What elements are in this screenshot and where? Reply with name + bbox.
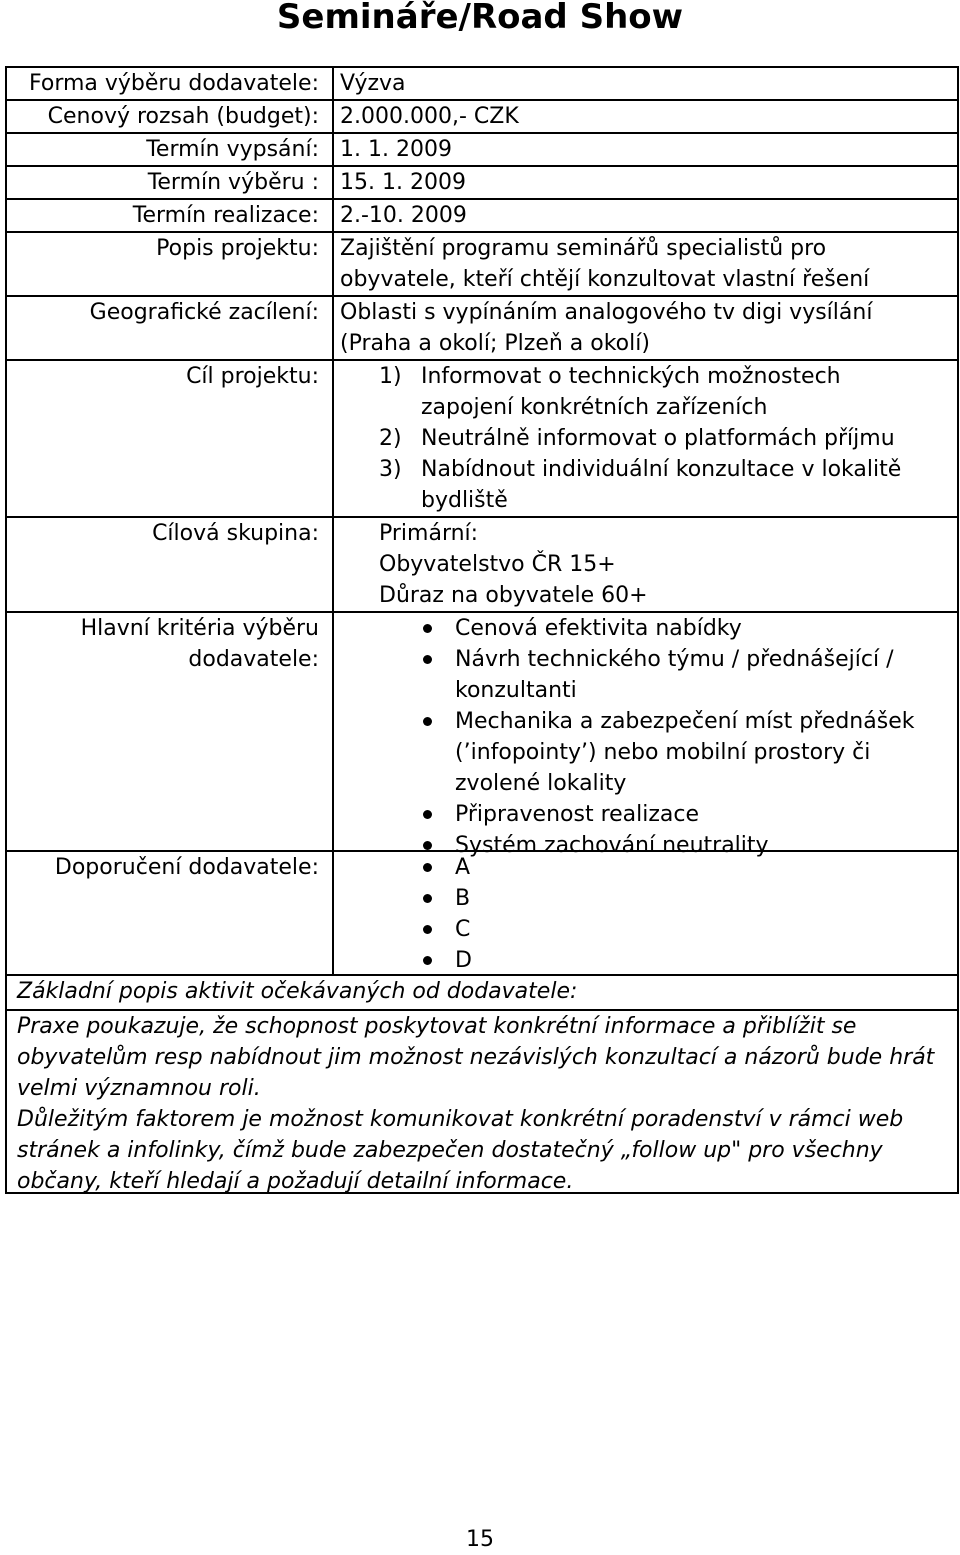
criteria-list bbox=[417, 613, 947, 861]
item-text: Systém zachování neutrality bbox=[455, 833, 769, 858]
item-text: D bbox=[455, 948, 472, 973]
item-text: Informovat o technických možnostech zapojení konkrétních zařízeních bbox=[421, 364, 841, 420]
label-geographic-targeting: Geografické zacílení: bbox=[89, 300, 319, 325]
label-selection-form: Forma výběru dodavatele: bbox=[28, 71, 319, 96]
item-text: B bbox=[455, 886, 471, 911]
list-item bbox=[417, 799, 947, 830]
list-item bbox=[417, 852, 947, 883]
item-text: C bbox=[455, 917, 471, 942]
label-project-goal: Cíl projektu: bbox=[186, 364, 319, 389]
value-announce-date: 1. 1. 2009 bbox=[340, 137, 452, 162]
item-text: Mechanika a zabezpečení míst přednášek (’infopointy’) nebo mobilní prostory či zvolené lokality bbox=[455, 709, 915, 796]
item-number: 2) bbox=[379, 426, 402, 451]
target-population: Obyvatelstvo ČR 15+ bbox=[379, 552, 616, 577]
list-item bbox=[417, 613, 947, 644]
label-announce-date: Termín vypsání: bbox=[146, 137, 319, 162]
bullet-icon bbox=[423, 894, 432, 903]
page-title: Semináře/Road Show bbox=[276, 0, 684, 37]
value-geographic-targeting: Oblasti s vypínáním analogového tv digi vysílání (Praha a okolí; Plzeň a okolí) bbox=[340, 300, 873, 356]
list-item bbox=[417, 914, 947, 945]
item-text: Cenová efektivita nabídky bbox=[455, 616, 742, 641]
activities-heading: Základní popis aktivit očekávaných od dodavatele: bbox=[17, 979, 578, 1004]
bullet-icon bbox=[423, 956, 432, 965]
list-item bbox=[379, 423, 939, 454]
list-item bbox=[417, 706, 947, 799]
bullet-icon bbox=[423, 925, 432, 934]
bullet-icon bbox=[423, 841, 432, 850]
item-text: Připravenost realizace bbox=[455, 802, 700, 827]
list-item bbox=[417, 945, 947, 976]
item-text: Nabídnout individuální konzultace v lokalitě bydliště bbox=[421, 457, 902, 513]
label-realization: Termín realizace: bbox=[132, 203, 319, 228]
value-budget: 2.000.000,- CZK bbox=[340, 104, 519, 129]
label-selection-criteria: Hlavní kritéria výběru dodavatele: bbox=[80, 616, 319, 672]
item-number: 1) bbox=[379, 364, 402, 389]
label-target-group: Cílová skupina: bbox=[152, 521, 319, 546]
value-realization: 2.-10. 2009 bbox=[340, 203, 467, 228]
list-item bbox=[379, 361, 939, 423]
column-divider bbox=[332, 68, 334, 974]
bullet-icon bbox=[423, 717, 432, 726]
bullet-icon bbox=[423, 624, 432, 633]
label-selection-date: Termín výběru : bbox=[147, 170, 319, 195]
bullet-icon bbox=[423, 810, 432, 819]
activities-paragraph-1: Praxe poukazuje, že schopnost poskytovat konkrétní informace a přiblížit se obyvatelům resp nabídnout jim možnost nezávislých konzultací a názorů bude hrát velmi významnou roli. bbox=[17, 1014, 935, 1101]
item-text: Neutrálně informovat o platformách příjmu bbox=[421, 426, 895, 451]
list-item bbox=[379, 454, 939, 516]
page-number: 15 bbox=[466, 1527, 494, 1552]
list-item bbox=[417, 644, 947, 706]
value-selection-date: 15. 1. 2009 bbox=[340, 170, 466, 195]
recommendation-list bbox=[417, 852, 947, 976]
activities-paragraph-2: Důležitým faktorem je možnost komunikovat konkrétní poradenství v rámci web stránek a infolinky, čímž bude zabezpečen dostatečný „follow up" pro všechny občany, kteří hledají a požadují detailní informace. bbox=[17, 1107, 904, 1194]
label-budget: Cenový rozsah (budget): bbox=[47, 104, 319, 129]
list-item bbox=[417, 883, 947, 914]
supplier-selection-table bbox=[5, 66, 959, 1194]
item-number: 3) bbox=[379, 457, 402, 482]
value-project-description: Zajištění programu seminářů specialistů pro obyvatele, kteří chtějí konzultovat vlastní řešení bbox=[340, 236, 870, 292]
target-primary: Primární: bbox=[379, 521, 479, 546]
item-text: A bbox=[455, 855, 471, 880]
item-text: Návrh technického týmu / přednášející / konzultanti bbox=[455, 647, 894, 703]
goal-list bbox=[379, 361, 939, 516]
bullet-icon bbox=[423, 863, 432, 872]
target-emphasis: Důraz na obyvatele 60+ bbox=[379, 583, 648, 608]
label-supplier-recommendation: Doporučení dodavatele: bbox=[54, 855, 319, 880]
bullet-icon bbox=[423, 655, 432, 664]
label-project-description: Popis projektu: bbox=[156, 236, 319, 261]
value-selection-form: Výzva bbox=[340, 71, 406, 96]
